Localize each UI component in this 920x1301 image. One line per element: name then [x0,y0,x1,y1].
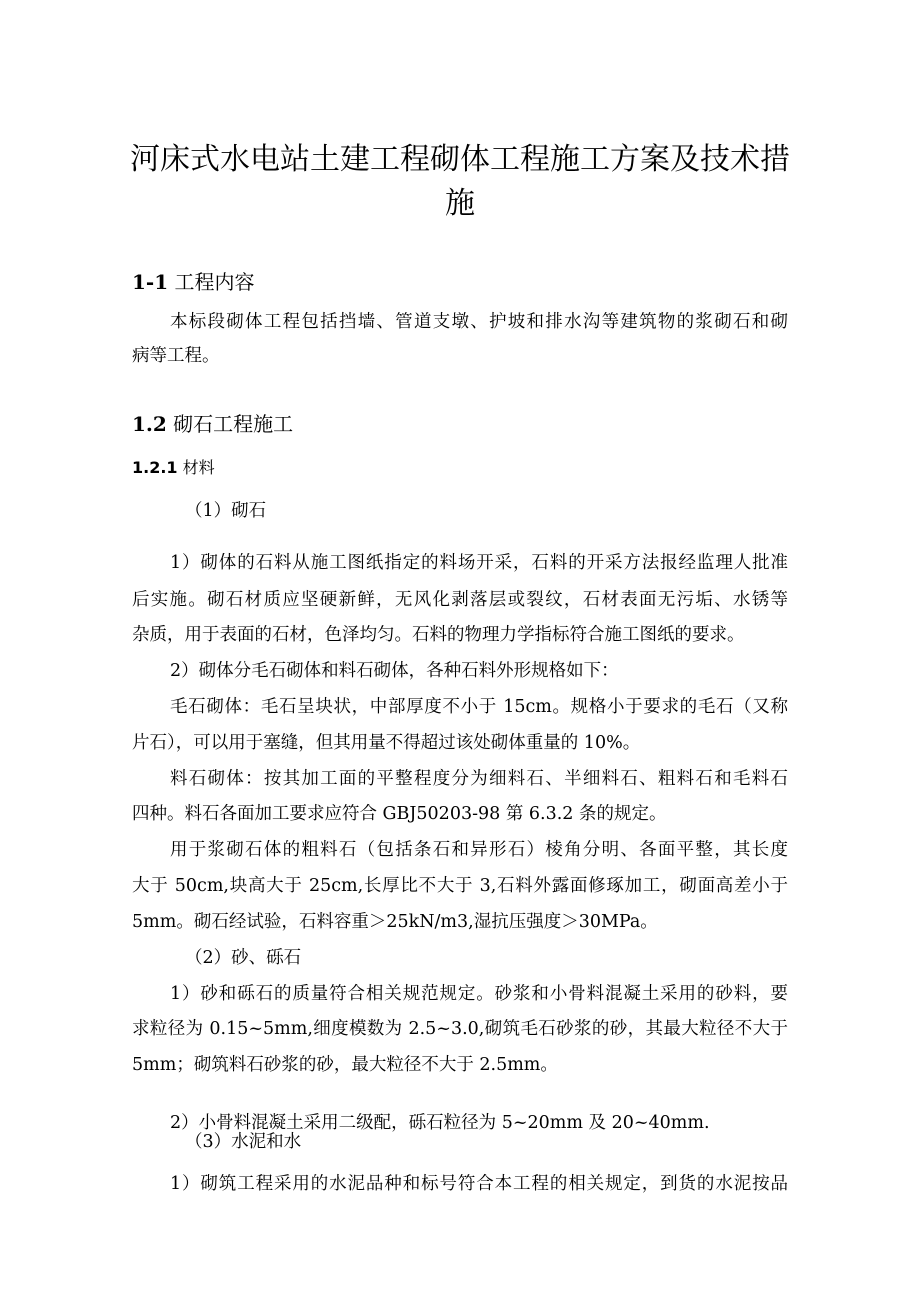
item-label: （1）砌石 [185,501,267,521]
paragraph-line: 1）砌筑工程采用的水泥品种和标号符合本工程的相关规定，到货的水泥按品 [170,1174,788,1194]
section-number: 1-1 [132,270,169,294]
paragraph-line: 大于 50cm,块高大于 25cm,长厚比不大于 3,石料外露面修琢加工，砌面高差小于 [132,876,788,896]
subsection-number: 1.2.1 [132,458,178,477]
section-heading-1-2 [132,410,293,438]
subsection-title: 材料 [182,458,215,477]
paragraph-line: 毛石砌体：毛石呈块状，中部厚度不小于 15cm。规格小于要求的毛石（又称 [170,697,788,717]
paragraph-line: 后实施。砌石材质应坚硬新鲜，无风化剥落层或裂纹，石材表面无污垢、水锈等 [132,590,788,610]
item-label: （2）砂、砾石 [185,948,302,968]
paragraph-line: 料石砌体：按其加工面的平整程度分为细料石、半细料石、粗料石和毛料石 [170,769,788,789]
paragraph-line: 用于浆砌石体的粗料石（包括条石和异形石）棱角分明、各面平整，其长度 [170,840,788,860]
paragraph-line: 5mm；砌筑料石砂浆的砂，最大粒径不大于 2.5mm。 [132,1055,558,1075]
paragraph-line: 病等工程。 [132,346,220,366]
doc-title-line-2: 施 [445,186,475,221]
item-label: （3）水泥和水 [185,1132,302,1152]
paragraph-line: 2）砌体分毛石砌体和料石砌体，各种石料外形规格如下： [170,661,619,681]
doc-title-line-1: 河床式水电站土建工程砌体工程施工方案及技术措 [130,142,790,177]
paragraph-line: 求粒径为 0.15~5mm,细度模数为 2.5~3.0,砌筑毛石砂浆的砂，其最大粒径不大于 [132,1019,788,1039]
paragraph-line: 杂质，用于表面的石材，色泽均匀。石料的物理力学指标符合施工图纸的要求。 [132,625,745,645]
section-title: 工程内容 [174,270,255,294]
paragraph-line: 1）砂和砾石的质量符合相关规范规定。砂浆和小骨料混凝土采用的砂料，要 [170,984,788,1004]
section-number: 1.2 [132,412,167,436]
paragraph-line: 本标段砌体工程包括挡墙、管道支墩、护坡和排水沟等建筑物的浆砌石和砌 [170,312,788,332]
paragraph-line: 片石），可以用于塞缝，但其用量不得超过该处砌体重量的 10%。 [132,733,641,753]
subsection-heading-1-2-1 [132,456,215,480]
section-heading-1-1 [132,268,255,296]
paragraph-line: 1）砌体的石料从施工图纸指定的料场开采，石料的开采方法报经监理人批准 [170,553,788,573]
section-title: 砌石工程施工 [173,412,294,436]
paragraph-line: 5mm。砌石经试验，石料容重＞25kN/m3,湿抗压强度＞30MPa。 [132,912,658,932]
paragraph-line: 2）小骨料混凝土采用二级配，砾石粒径为 5~20mm 及 20~40mm. [170,1113,710,1133]
paragraph-line: 四种。料石各面加工要求应符合 GBJ50203-98 第 6.3.2 条的规定。 [132,804,667,824]
